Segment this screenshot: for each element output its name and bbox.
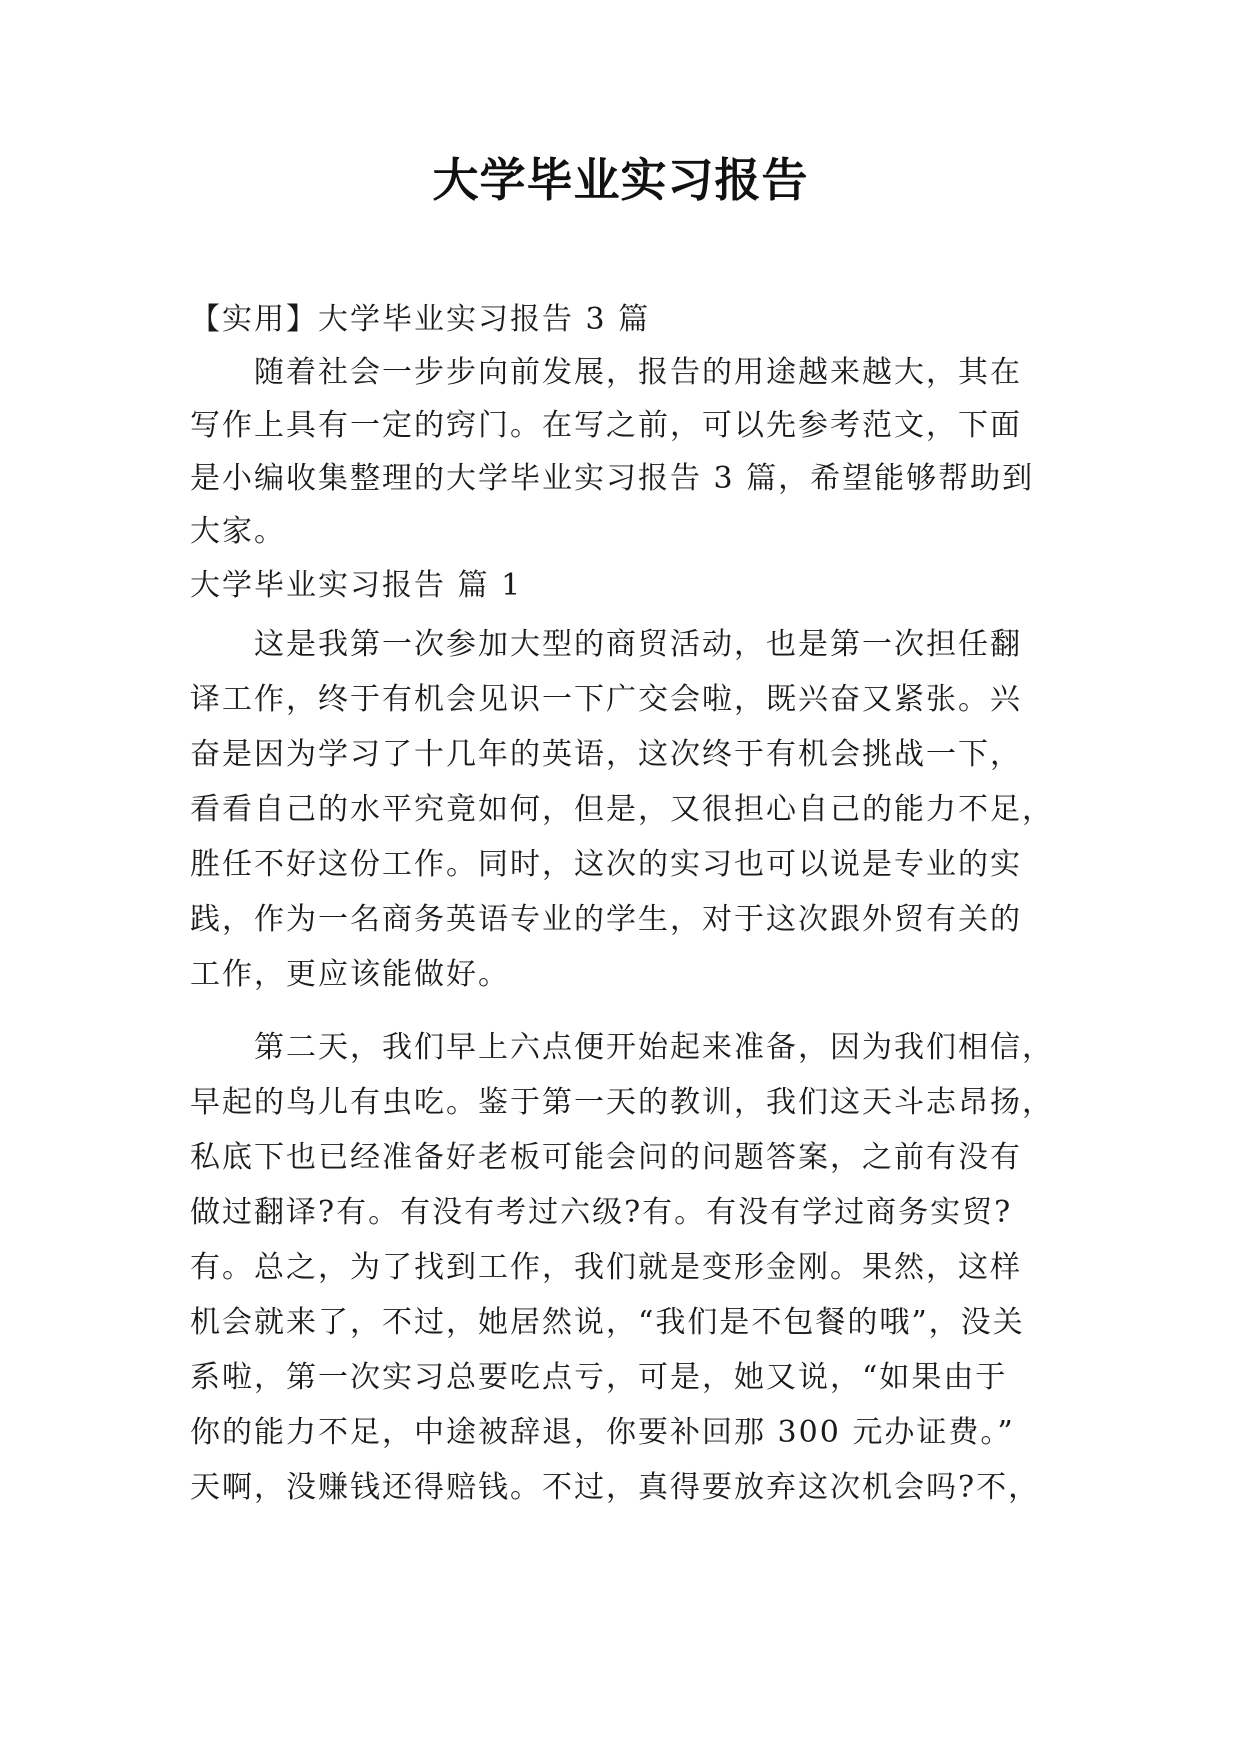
paragraph-2-line-6: 机会就来了，不过，她居然说，“我们是不包餐的哦”，没关: [190, 1305, 1025, 1340]
paragraph-2-line-1: 第二天，我们早上六点便开始起来准备，因为我们相信，: [190, 1030, 1054, 1065]
paragraph-1-line-7: 工作，更应该能做好。: [190, 957, 510, 992]
paragraph-1-line-1: 这是我第一次参加大型的商贸活动，也是第一次担任翻: [190, 627, 1022, 662]
intro-line-2: 写作上具有一定的窍门。在写之前，可以先参考范文，下面: [190, 408, 1022, 443]
intro-line-3: 是小编收集整理的大学毕业实习报告 3 篇，希望能够帮助到: [190, 461, 1035, 496]
document-title: 大学毕业实习报告: [432, 153, 809, 207]
paragraph-1-line-2: 译工作，终于有机会见识一下广交会啦，既兴奋又紧张。兴: [190, 682, 1022, 717]
paragraph-2-line-7: 系啦，第一次实习总要吃点亏，可是，她又说，“如果由于: [190, 1360, 1008, 1395]
intro-line-4: 大家。: [190, 514, 286, 549]
paragraph-1-line-5: 胜任不好这份工作。同时，这次的实习也可以说是专业的实: [190, 847, 1022, 882]
paragraph-1-line-3: 奋是因为学习了十几年的英语，这次终于有机会挑战一下，: [190, 737, 1022, 772]
paragraph-2-line-3: 私底下也已经准备好老板可能会问的问题答案，之前有没有: [190, 1140, 1022, 1175]
paragraph-2-line-4: 做过翻译?有。有没有考过六级?有。有没有学过商务实贸?: [190, 1195, 1013, 1230]
paragraph-2-line-2: 早起的鸟儿有虫吃。鉴于第一天的教训，我们这天斗志昂扬，: [190, 1085, 1054, 1120]
paragraph-1-line-4: 看看自己的水平究竟如何，但是，又很担心自己的能力不足，: [190, 792, 1054, 827]
paragraph-2-line-9: 天啊，没赚钱还得赔钱。不过，真得要放弃这次机会吗?不，: [190, 1470, 1041, 1505]
paragraph-1-line-6: 践，作为一名商务英语专业的学生，对于这次跟外贸有关的: [190, 902, 1022, 937]
subtitle-line: 【实用】大学毕业实习报告 3 篇: [190, 302, 651, 337]
intro-line-1: 随着社会一步步向前发展，报告的用途越来越大，其在: [190, 355, 1022, 390]
paragraph-2-line-5: 有。总之，为了找到工作，我们就是变形金刚。果然，这样: [190, 1250, 1022, 1285]
section-heading-1: 大学毕业实习报告 篇 1: [190, 568, 523, 603]
paragraph-2-line-8: 你的能力不足，中途被辞退，你要补回那 300 元办证费。”: [190, 1415, 1015, 1450]
